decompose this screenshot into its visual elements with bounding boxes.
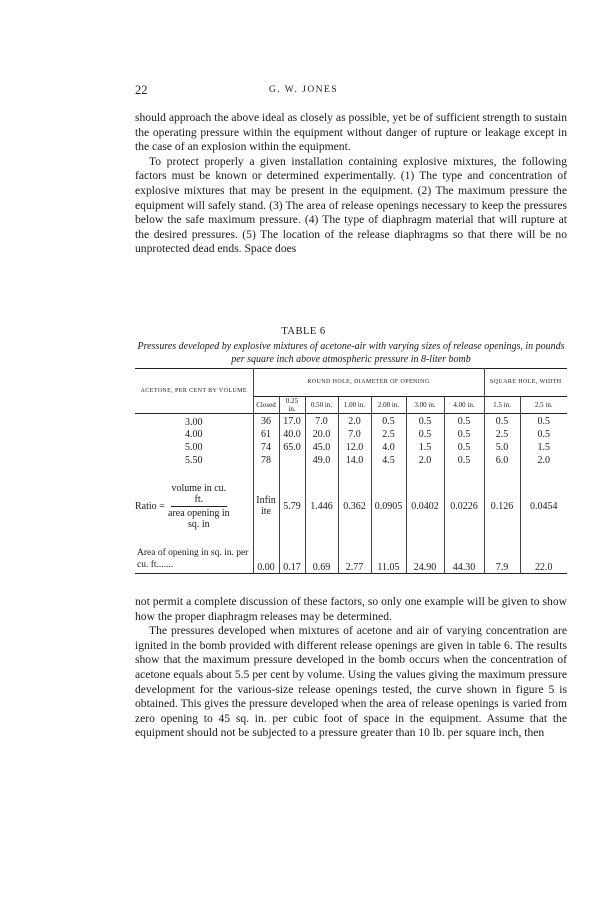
table-title: TABLE 6 xyxy=(281,326,326,337)
subheader-cell: 1.00 in. xyxy=(338,397,371,414)
table-cell: 78 xyxy=(253,454,279,467)
table-cell: 0.5 xyxy=(444,441,484,454)
table-cell: 4.0 xyxy=(371,441,406,454)
subheader-cell: 0.50 in. xyxy=(305,397,338,414)
table-cell: 0.0905 xyxy=(371,467,406,545)
table-cell: 0.17 xyxy=(279,545,305,573)
table-cell: 6.0 xyxy=(484,454,520,467)
table-cell: 0.126 xyxy=(484,467,520,545)
row-label: 3.00 xyxy=(185,417,203,428)
paragraph: To protect properly a given installation containing explosive mixtures, the following factors must be known or determined experimentally. (1) The type and concentration of explosive mixtures that may be present in the equipment. (2) The maximum pressure the equipment will safely stand. (3) The area of release openings necessary to keep the pressures below the safe maximum pressure. (4) The type of diaphragm material that will rupture at the desired pressures. (5) The location of the release diaphragms so that there will be no unprotected dead ends. Space does xyxy=(135,154,567,256)
running-head: G. W. JONES xyxy=(268,85,339,95)
table-cell: 0.0402 xyxy=(406,467,444,545)
subheader-cell: 2.5 in. xyxy=(520,397,567,414)
body-text-top xyxy=(135,111,567,257)
table-cell: 7.0 xyxy=(305,414,338,429)
paragraph: not permit a complete discussion of these factors, so only one example will be given to show how the proper diaphragm releases may be determined. xyxy=(135,595,567,623)
table-cell: 2.77 xyxy=(338,545,371,573)
table-caption: Pressures developed by explosive mixtures of acetone-air with varying sizes of release openings, in pounds per square inch above atmospheric pressure in 8-liter bomb xyxy=(137,341,565,365)
subheader-cell: 3.00 in. xyxy=(406,397,444,414)
subheader-cell: 4.00 in. xyxy=(444,397,484,414)
table-row xyxy=(135,454,567,467)
table-row xyxy=(135,414,567,429)
table-cell: 2.5 xyxy=(371,428,406,441)
area-label: Area of opening in sq. in. per cu. ft....... xyxy=(137,547,249,570)
table-cell: 2.0 xyxy=(338,414,371,429)
table-cell: 1.446 xyxy=(305,467,338,545)
ratio-row xyxy=(135,467,567,545)
table-row xyxy=(135,441,567,454)
table-cell: 0.0226 xyxy=(444,467,484,545)
column-header-square-hole: SQUARE HOLE, WIDTH xyxy=(484,369,567,397)
data-table xyxy=(135,368,567,574)
table-cell: 45.0 xyxy=(305,441,338,454)
table-cell: 7.9 xyxy=(484,545,520,573)
subheader-cell: 2.00 in. xyxy=(371,397,406,414)
row-label: 4.00 xyxy=(185,429,203,440)
column-header-acetone: ACETONE, PER CENT BY VOLUME xyxy=(140,387,247,394)
table-cell: 0.5 xyxy=(520,428,567,441)
body-text-bottom xyxy=(135,595,567,741)
area-row xyxy=(135,545,567,573)
table-cell: 1.5 xyxy=(406,441,444,454)
table-cell: 65.0 xyxy=(279,441,305,454)
table-cell: 5.79 xyxy=(279,467,305,545)
subheader-cell: Closed xyxy=(253,397,279,414)
table-cell: 12.0 xyxy=(338,441,371,454)
table-cell: 4.5 xyxy=(371,454,406,467)
table-cell: Infinite xyxy=(253,467,279,545)
table-cell: 0.5 xyxy=(444,414,484,429)
table-cell: 7.0 xyxy=(338,428,371,441)
table-cell: 49.0 xyxy=(305,454,338,467)
table-cell: 2.0 xyxy=(406,454,444,467)
row-label: 5.50 xyxy=(185,455,203,466)
table-cell: 11.05 xyxy=(371,545,406,573)
table-row xyxy=(135,428,567,441)
table-cell: 0.00 xyxy=(253,545,279,573)
table-cell: 5.0 xyxy=(484,441,520,454)
paragraph: should approach the above ideal as closely as possible, yet be of sufficient strength to sustain the operating pressure within the equipment without danger of rupture or leakage except in the case of an explosion within the equipment. xyxy=(135,111,567,154)
table-cell: 0.5 xyxy=(371,414,406,429)
table-cell: 1.5 xyxy=(520,441,567,454)
table-cell: 0.5 xyxy=(444,428,484,441)
table-cell: 17.0 xyxy=(279,414,305,429)
ratio-denominator: area opening in sq. in xyxy=(167,507,230,530)
ratio-numerator: volume in cu. ft. xyxy=(171,482,227,505)
table-cell: 0.5 xyxy=(406,428,444,441)
table-cell: 36 xyxy=(253,414,279,429)
table-cell: 0.5 xyxy=(520,414,567,429)
table-cell: 14.0 xyxy=(338,454,371,467)
ratio-label-cell xyxy=(135,467,253,545)
table-cell: 40.0 xyxy=(279,428,305,441)
ratio-label: Ratio = xyxy=(135,500,165,512)
table-cell: 0.0454 xyxy=(520,467,567,545)
table-cell: 44.30 xyxy=(444,545,484,573)
table-cell: 20.0 xyxy=(305,428,338,441)
table-cell: 24.90 xyxy=(406,545,444,573)
subheader-cell: 0.25 in. xyxy=(279,397,305,414)
table-cell: 0.5 xyxy=(406,414,444,429)
subheader-cell: 1.5 in. xyxy=(484,397,520,414)
table-cell: 0.5 xyxy=(444,454,484,467)
table-cell: 0.362 xyxy=(338,467,371,545)
table-cell: 0.69 xyxy=(305,545,338,573)
table-cell: 74 xyxy=(253,441,279,454)
row-label: 5.00 xyxy=(185,442,203,453)
table-cell: 2.5 xyxy=(484,428,520,441)
page-number: 22 xyxy=(135,83,148,97)
table-cell: 0.5 xyxy=(484,414,520,429)
column-header-round-hole: ROUND HOLE, DIAMETER OF OPENING xyxy=(253,369,484,397)
table-cell: 2.0 xyxy=(520,454,567,467)
paragraph: The pressures developed when mixtures of acetone and air of varying concentration are ignited in the bomb provided with different release openings are given in table 6. The results show that the maximum pressure developed in the bomb occurs when the concentration of acetone equals about 5.5 per cent by volume. Using the values giving the maximum pressure development for the various-size release openings tested, the curve shown in figure 5 is obtained. This gives the pressure developed when the area of release openings is varied from zero opening to 45 sq. in. per cubic foot of space in the equipment. Assume that the equipment should not be subjected to a pressure greater than 10 lb. per square inch, then xyxy=(135,624,567,740)
table-cell: 61 xyxy=(253,428,279,441)
table-cell: 22.0 xyxy=(520,545,567,573)
table-cell xyxy=(279,454,305,467)
